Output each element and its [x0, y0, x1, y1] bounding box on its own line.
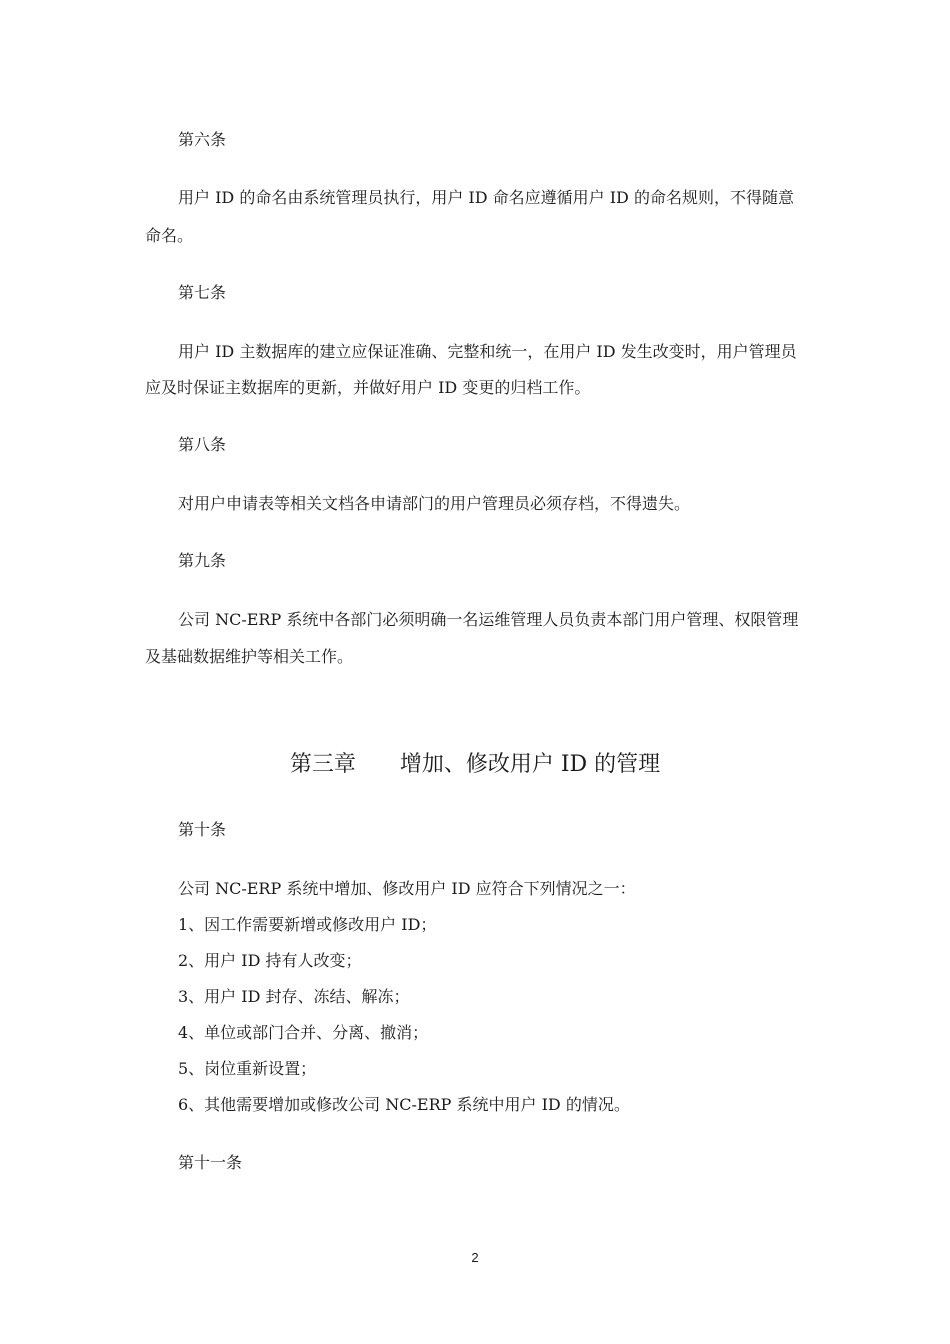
- article-8-text-line-1: 对用户申请表等相关文档各申请部门的用户管理员必须存档，不得遗失。: [178, 494, 691, 513]
- article-10-intro: 公司 NC-ERP 系统中增加、修改用户 ID 应符合下列情况之一：: [178, 879, 636, 898]
- article-6-heading: 第六条: [178, 130, 227, 149]
- article-6-text-line-2: 命名。: [145, 226, 194, 245]
- article-7-heading: 第七条: [178, 283, 227, 302]
- article-11-heading: 第十一条: [178, 1153, 243, 1172]
- article-8-heading: 第八条: [178, 435, 227, 454]
- chapter-title: 增加、修改用户 ID 的管理: [399, 752, 661, 777]
- page-number: 2: [471, 1250, 479, 1265]
- list-item: 2、用户 ID 持有人改变；: [178, 951, 362, 970]
- article-9-text-line-1: 公司 NC-ERP 系统中各部门必须明确一名运维管理人员负责本部门用户管理、权限管理: [178, 610, 799, 629]
- list-item: 4、单位或部门合并、分离、撤消；: [178, 1023, 429, 1042]
- article-9-heading: 第九条: [178, 551, 227, 570]
- chapter-heading: [0, 751, 950, 779]
- article-9-text-line-2: 及基础数据维护等相关工作。: [145, 647, 354, 666]
- article-6-text-line-1: 用户 ID 的命名由系统管理员执行，用户 ID 命名应遵循用户 ID 的命名规则，不得随意: [178, 188, 794, 207]
- list-item: 3、用户 ID 封存、冻结、解冻；: [178, 987, 410, 1006]
- list-item: 5、岗位重新设置；: [178, 1059, 317, 1078]
- list-item: 1、因工作需要新增或修改用户 ID；: [178, 915, 437, 934]
- list-item: 6、其他需要增加或修改公司 NC-ERP 系统中用户 ID 的情况。: [178, 1095, 630, 1114]
- article-10-heading: 第十条: [178, 820, 227, 839]
- article-7-text-line-1: 用户 ID 主数据库的建立应保证准确、完整和统一，在用户 ID 发生改变时，用户管理员: [178, 342, 797, 361]
- article-7-text-line-2: 应及时保证主数据库的更新，并做好用户 ID 变更的归档工作。: [145, 378, 591, 397]
- chapter-number: 第三章: [289, 752, 356, 777]
